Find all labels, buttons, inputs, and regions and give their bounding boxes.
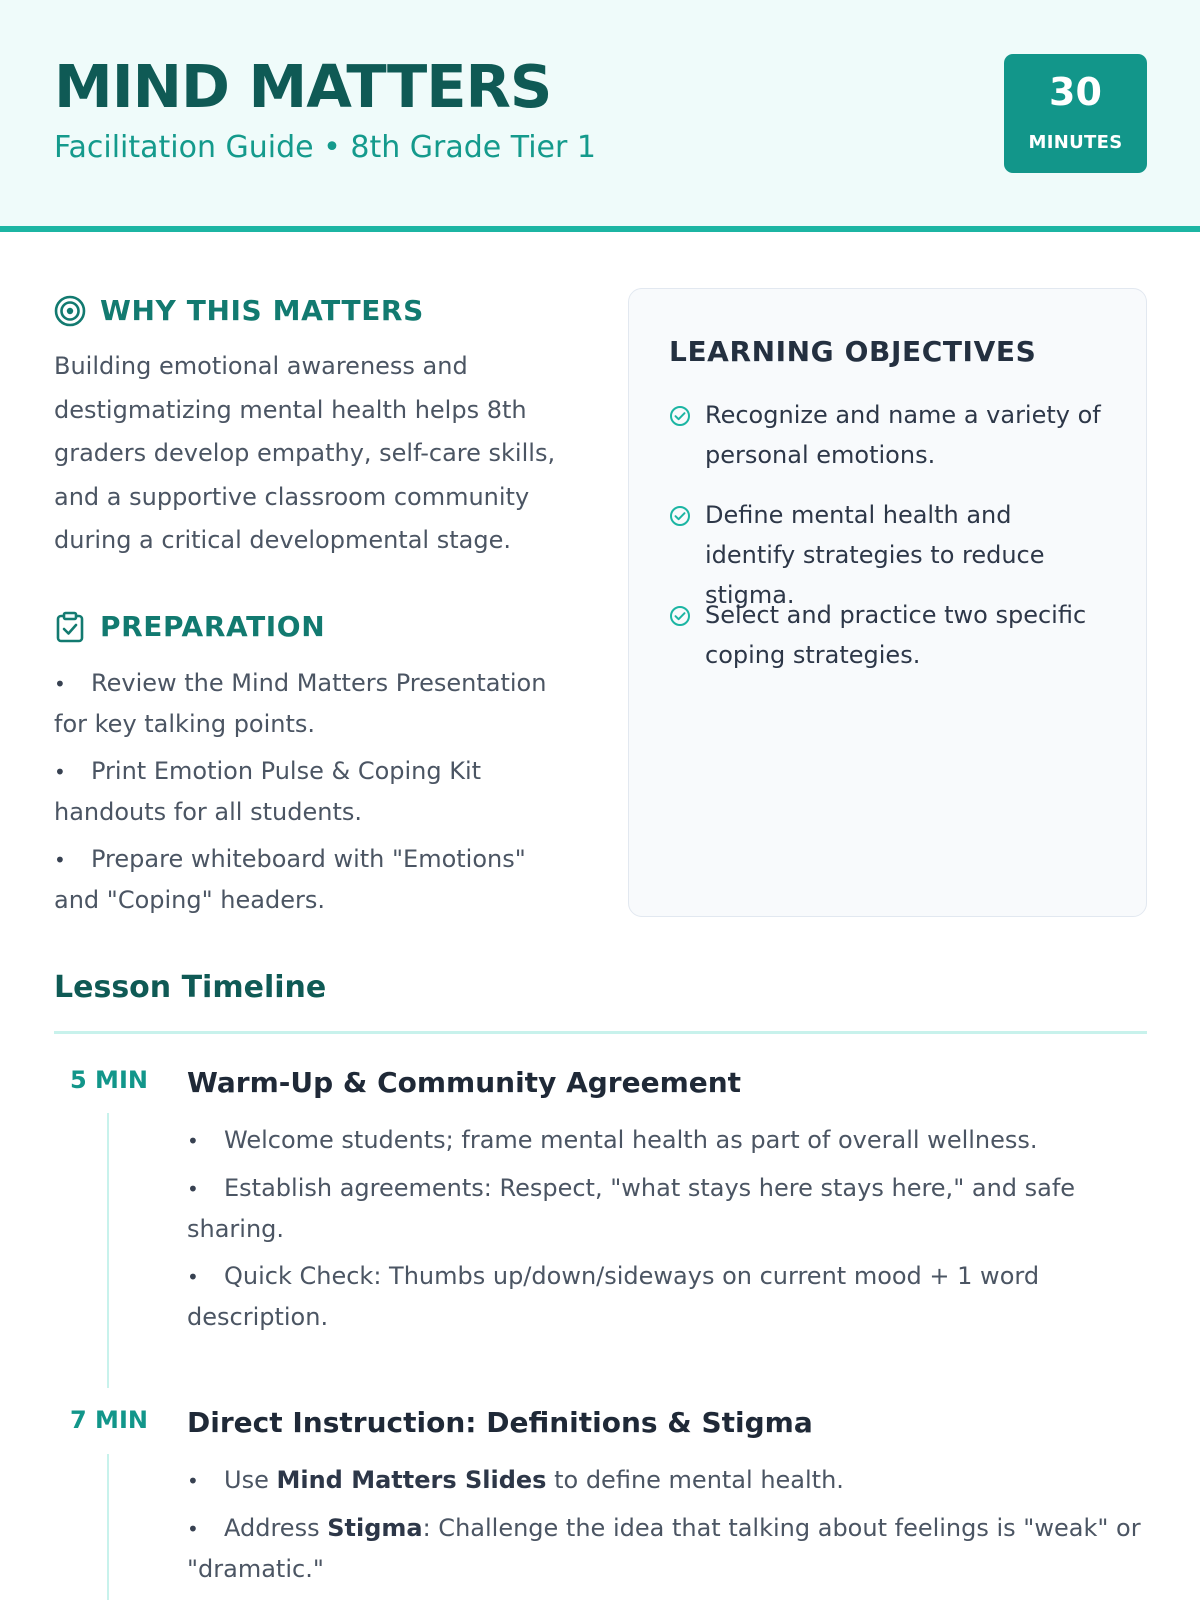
timeline-divider xyxy=(54,1031,1147,1034)
why-heading xyxy=(54,294,424,327)
timeline-line xyxy=(107,1113,109,1388)
bullet-icon: • xyxy=(187,1265,199,1289)
preparation-item-text: Prepare whiteboard with "Emotions" and "Coping" headers. xyxy=(54,845,526,914)
objective-text: Select and practice two specific coping strategies. xyxy=(705,601,1087,669)
page-subtitle: Facilitation Guide • 8th Grade Tier 1 xyxy=(54,130,596,165)
objective-text: Recognize and name a variety of personal emotions. xyxy=(705,401,1101,469)
timeline-line xyxy=(107,1454,109,1600)
timeline-item-text: Quick Check: Thumbs up/down/sideways on current mood + 1 word description. xyxy=(187,1262,1040,1331)
bullet-icon: • xyxy=(54,760,66,784)
preparation-item-text: Print Emotion Pulse & Coping Kit handouts for all students. xyxy=(54,757,482,826)
timeline-item-emphasis: Mind Matters Slides xyxy=(276,1466,547,1494)
bullet-icon: • xyxy=(187,1129,199,1153)
list-item xyxy=(54,751,574,832)
page-title: MIND MATTERS xyxy=(54,52,552,121)
list-item xyxy=(54,663,574,744)
preparation-list xyxy=(54,663,574,927)
check-circle-icon xyxy=(669,395,705,431)
duration-value: 30 xyxy=(1049,70,1102,114)
objective-item xyxy=(669,395,1109,475)
check-circle-icon xyxy=(669,495,705,531)
list-item xyxy=(187,1508,1147,1589)
preparation-heading xyxy=(54,610,325,643)
timeline-item-post: to define mental health. xyxy=(546,1466,844,1494)
timeline-block-title: Warm-Up & Community Agreement xyxy=(187,1066,742,1099)
objectives-card xyxy=(628,288,1147,917)
duration-unit: MINUTES xyxy=(1028,132,1123,153)
list-item xyxy=(187,1168,1147,1249)
list-item xyxy=(187,1120,1147,1161)
objective-text: Define mental health and identify strategies to reduce stigma. xyxy=(705,501,1045,609)
timeline-item-post: : Challenge the idea that talking about feelings is "weak" or "dramatic." xyxy=(187,1514,1141,1583)
preparation-item-text: Review the Mind Matters Presentation for key talking points. xyxy=(54,669,547,738)
timeline-block-list xyxy=(187,1460,1147,1596)
why-text: Building emotional awareness and destigmatizing mental health helps 8th graders develop empathy, self-care skills, and a supportive classroom community during a critical developmental stage. xyxy=(54,352,556,554)
timeline-block-list xyxy=(187,1120,1147,1344)
timeline-item-pre: Address xyxy=(224,1514,328,1542)
timeline-heading: Lesson Timeline xyxy=(54,970,327,1005)
list-item xyxy=(187,1460,1147,1501)
check-circle-icon xyxy=(669,595,705,631)
bullet-icon: • xyxy=(187,1517,199,1541)
preparation-heading-label: PREPARATION xyxy=(100,610,326,643)
why-heading-label: WHY THIS MATTERS xyxy=(100,294,424,327)
bullet-icon: • xyxy=(54,672,66,696)
target-icon xyxy=(54,295,86,327)
timeline-item-text: Welcome students; frame mental health as part of overall wellness. xyxy=(224,1126,1038,1154)
duration-badge xyxy=(1004,54,1147,173)
header-banner xyxy=(0,0,1200,232)
bullet-icon: • xyxy=(187,1177,199,1201)
objectives-heading: LEARNING OBJECTIVES xyxy=(669,335,1037,368)
clipboard-check-icon xyxy=(54,611,86,643)
timeline-duration: 5 MIN xyxy=(70,1066,148,1094)
timeline-item-text: Establish agreements: Respect, "what stays here stays here," and safe sharing. xyxy=(187,1174,1076,1243)
timeline-duration: 7 MIN xyxy=(70,1406,148,1434)
timeline-item-emphasis: Stigma xyxy=(327,1514,423,1542)
objective-item xyxy=(669,595,1109,675)
bullet-icon: • xyxy=(54,848,66,872)
timeline-item-pre: Use xyxy=(224,1466,277,1494)
timeline-block-title: Direct Instruction: Definitions & Stigma xyxy=(187,1406,813,1439)
bullet-icon: • xyxy=(187,1469,199,1493)
list-item xyxy=(187,1256,1147,1337)
list-item xyxy=(54,839,574,920)
